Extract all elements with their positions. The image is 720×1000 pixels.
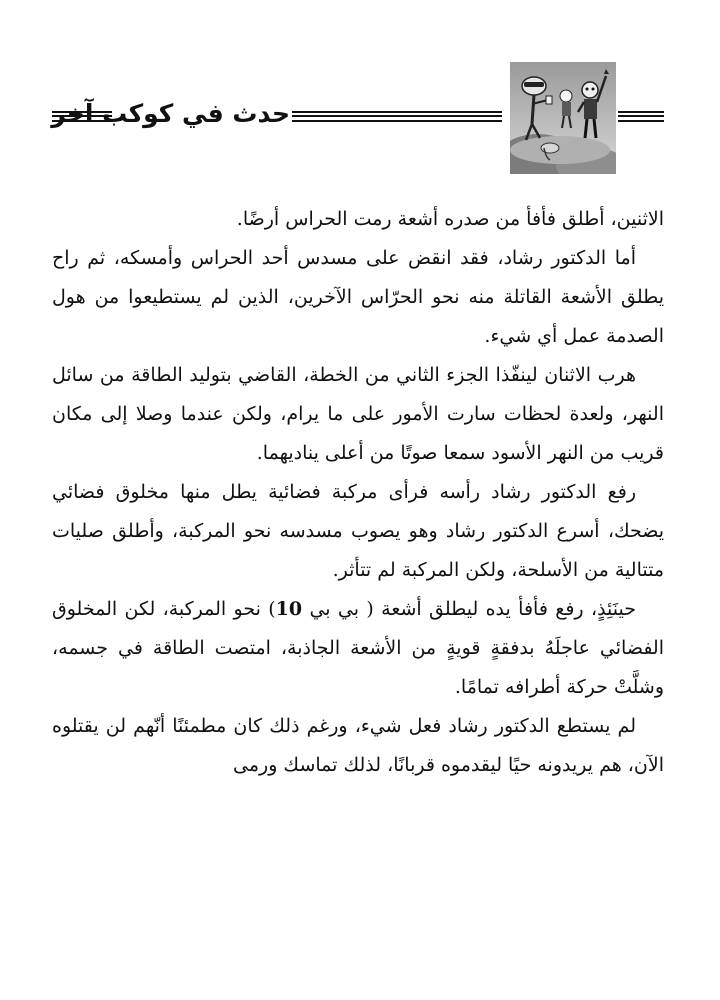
paragraph: أما الدكتور رشاد، فقد انقض على مسدس أحد الحراس وأمسكه، ثم راح يطلق الأشعة القاتلة منه نحو الحرّاس الآخرين، الذين لم يستطيعوا من هول الصدمة عمل أي شيء. xyxy=(52,247,664,347)
decorative-rule-right xyxy=(618,111,664,122)
paragraph-text: حينَئِذٍ، رفع فأفأ يده ليطلق أشعة ( بي بي xyxy=(302,598,636,620)
paragraph: الاثنين، أطلق فأفأ من صدره أشعة رمت الحراس أرضًا. xyxy=(236,208,664,230)
paragraph-text: ) نحو المركبة، لكن المخلوق الفضائي عاجلَهُ بدفقةٍ قويةٍ من الأشعة الجاذبة، امتصت الطاقة في جسمه، وشلَّتْ حركة أطرافه تمامًا. xyxy=(52,598,664,698)
paragraph: رفع الدكتور رشاد رأسه فرأى مركبة فضائية يطل منها مخلوق فضائي يضحك، أسرع الدكتور رشاد وهو يصوب مسدسه نحو المركبة، وأطلق صليات متتالية من الأسلحة، ولكن المركبة لم تتأثر. xyxy=(52,481,664,581)
paragraph xyxy=(52,590,664,707)
bold-number: 10 xyxy=(275,598,303,620)
cartoon-characters-illustration-icon xyxy=(510,62,616,174)
chapter-title: حدث في كوكب آخر xyxy=(51,99,290,128)
chapter-header xyxy=(52,62,664,174)
paragraph: هرب الاثنان لينفّذا الجزء الثاني من الخطة، القاضي بتوليد الطاقة من سائل النهر، ولعدة لحظات سارت الأمور على ما يرام، ولكن عندما وصلا إلى مكان قريب من النهر الأسود سمعا صوتًا من أعلى يناديهما. xyxy=(52,364,664,464)
paragraph: لم يستطع الدكتور رشاد فعل شيء، ورغم ذلك كان مطمئنًا أنّهم لن يقتلوه الآن، هم يريدونه حيًا ليقدموه قربانًا، لذلك تماسك ورمى xyxy=(52,715,664,776)
decorative-rule-middle xyxy=(292,111,502,122)
story-text xyxy=(52,200,664,785)
